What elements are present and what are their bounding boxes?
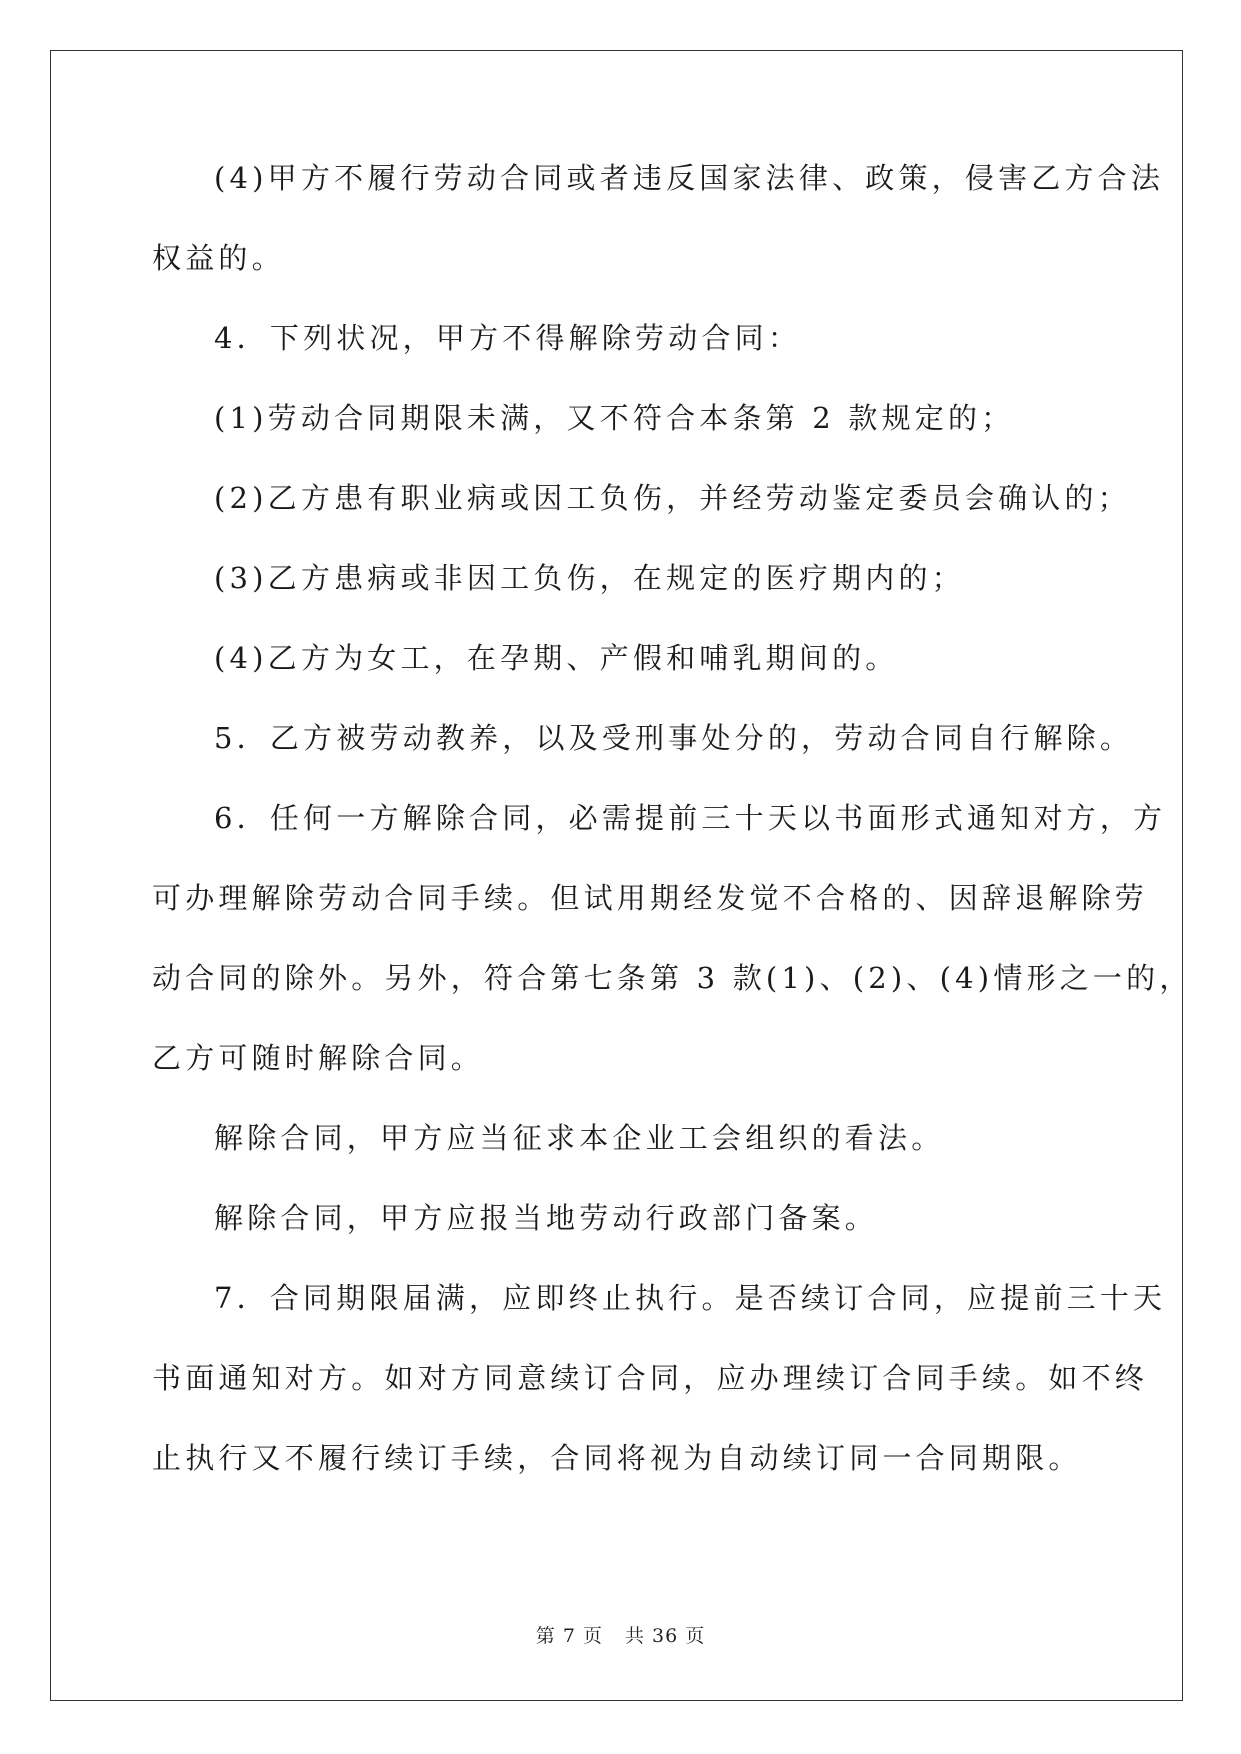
- paragraph-clause-3-4: [152, 158, 1165, 278]
- text-line: 5．乙方被劳动教养，以及受刑事处分的，劳动合同自行解除。: [214, 721, 1134, 755]
- text-line: (4)甲方不履行劳动合同或者违反国家法律、政策，侵害乙方合法: [214, 161, 1165, 195]
- page-number: 第 7 页: [535, 1625, 603, 1647]
- paragraph-clause-5: [152, 718, 1134, 758]
- text-line: 解除合同，甲方应报当地劳动行政部门备案。: [214, 1201, 879, 1235]
- paragraph-clause-4-1: [152, 398, 1092, 438]
- paragraph-clause-7: [152, 1278, 1167, 1478]
- paragraph-union-consult: [152, 1118, 1092, 1158]
- text-line: 止执行又不履行续订手续，合同将视为自动续订同一合同期限。: [152, 1441, 1082, 1475]
- paragraph-filing: [152, 1198, 1092, 1238]
- text-line: 权益的。: [152, 241, 285, 275]
- text-line: 7．合同期限届满，应即终止执行。是否续订合同，应提前三十天: [214, 1281, 1167, 1315]
- text-line: 可办理解除劳动合同手续。但试用期经发觉不合格的、因辞退解除劳: [152, 881, 1149, 915]
- text-line: 动合同的除外。另外，符合第七条第 3 款(1)、(2)、(4)情形之一的，: [152, 961, 1193, 995]
- text-line: 4．下列状况，甲方不得解除劳动合同：: [214, 321, 802, 355]
- page-footer: [0, 1621, 1241, 1648]
- paragraph-clause-4-3: [152, 558, 1092, 598]
- text-line: 乙方可随时解除合同。: [152, 1041, 485, 1075]
- text-line: (4)乙方为女工，在孕期、产假和哺乳期间的。: [214, 641, 899, 675]
- paragraph-clause-4: [152, 318, 1092, 358]
- paragraph-clause-4-2: [152, 478, 1131, 518]
- text-line: 6．任何一方解除合同，必需提前三十天以书面形式通知对方，方: [214, 801, 1167, 835]
- paragraph-clause-4-4: [152, 638, 1092, 678]
- text-line: 书面通知对方。如对方同意续订合同，应办理续订合同手续。如不终: [152, 1361, 1149, 1395]
- paragraph-clause-6: [152, 798, 1193, 1078]
- text-line: (2)乙方患有职业病或因工负伤，并经劳动鉴定委员会确认的；: [214, 481, 1131, 515]
- text-line: (1)劳动合同期限未满，又不符合本条第 2 款规定的；: [214, 401, 1015, 435]
- page-total: 共 36 页: [624, 1625, 706, 1647]
- text-line: 解除合同，甲方应当征求本企业工会组织的看法。: [214, 1121, 945, 1155]
- text-line: (3)乙方患病或非因工负伤，在规定的医疗期内的；: [214, 561, 965, 595]
- document-body: [152, 158, 1193, 1518]
